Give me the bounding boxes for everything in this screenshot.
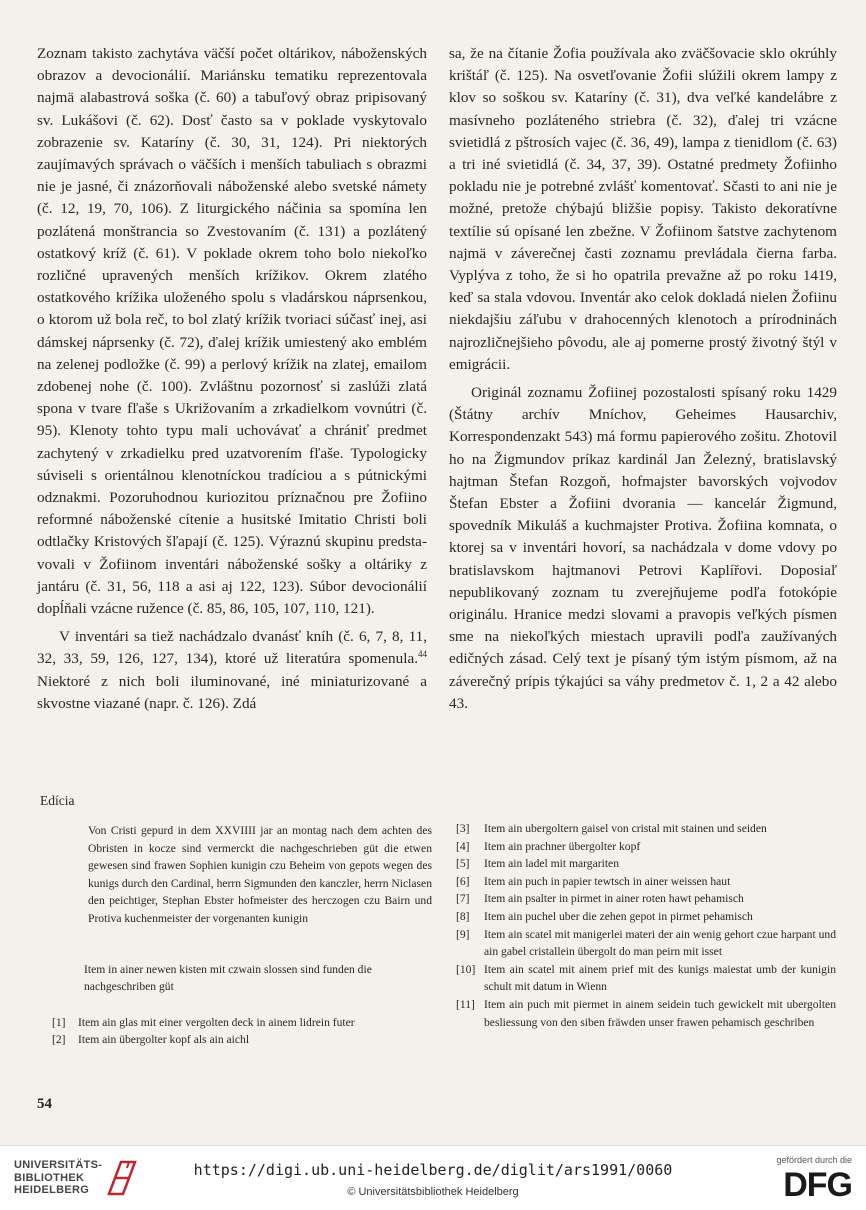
dfg-logo[interactable]: DFG: [783, 1166, 852, 1204]
entry-number: [8]: [456, 909, 470, 923]
footer-bar: [0, 1145, 866, 1210]
entry-number: [11]: [456, 997, 475, 1011]
inventory-entry: [40, 1014, 432, 1032]
inventory-entry: [456, 855, 836, 873]
edition-left-column: [40, 822, 432, 1049]
edition-right-column: [456, 820, 836, 1031]
entry-text: Item ain psalter in pirmet in ainer roten hawt pehamisch: [484, 892, 744, 906]
library-name-line: UNIVERSITÄTS-: [14, 1159, 103, 1172]
entry-text: Item ain prachner übergolter kopf: [484, 839, 641, 853]
entry-number: [3]: [456, 822, 470, 835]
inventory-entry: [456, 890, 836, 908]
paragraph: sa, že na čítanie Žofia používala ako zväčšovacie sklo okrúhly krištáľ (č. 125). Na osvetľovanie Žofii slúžili okrem lampy z klov so soškou sv. Kataríny (č. 31), dva veľké kandelábre z masívneho pozláteného striebra (č. 32), ďalej tri vzácne svietidlá z pštrosích vajec (č. 36, 49), lampa z tienidlom (č. 63) a tri iné svietidlá (č. 34, 37, 39). Ostatné predmety Žofiinho pokladu nie je potrebné zvlášť komentovať. Sčasti to ani nie je možné, pretože chýbajú bližšie popisy. Takisto dekoratívne textílie sú opísané len zbežne. V Žofiinom šatstve zachytenom najmä v záverečnej časti zoznamu prevládala čierna farba. Vyplýva z toho, že si ho opatrila prevažne až po roku 1419, keď sa stala vdovou. Inventár ako celok dokladá nielen Žofiinu niekdajšiu záľubu v drahocenných klenotoch a prírodninách najrozličnejšieho pôvodu, ale aj pomerne prostý životný štýl v emigrácii.: [449, 45, 837, 373]
entry-text: Item ain glas mit einer vergolten deck in ainem lidrein futer: [78, 1015, 355, 1029]
paragraph: Zoznam takisto zachytáva väčší počet oltárikov, náboženských obrazov a devocionálií. Mariánsku tematiku reprezentovala najmä alabastrová soška (č. 60) a tabuľový obraz pripisovaný sv. Lukášovi (č. 62). Dosť často sa v poklade vyskytovalo zobrazenie sv. Kataríny (č. 30, 31, 124). Pri niektorých zaujímavých správach o väčších i menších tabuliach s obrazmi nie je jasné, či znázorňovali náboženské alebo svetské námety (č. 12, 19, 70, 106). Z liturgického náčinia sa spomína len pozlátená monštrancia so Zvestovaním (č. 131) a pozlátený ostatkový kríž (č. 61). V poklade okrem toho bolo niekoľko rozličné upravených menších krížikov. Okrem zlatého ostatkového krížika uloženého spolu s vladárskou náprsenkou, o ktorom už bola reč, to bol zlatý krížik tvoriaci súčasť inej, asi dámskej náprsenky (č. 72), ďalej krížik umiestený ako emblém na zelenej podložke (č. 99) a perlový krížik na zlatej, emailom zdobenej nohe (č. 100). Zvláštnu pozornosť si zaslúži zlatá spona v tvare fľaše s Ukrižovaním a zrkadielkom vovnútri (č. 95). Klenoty tohto typu mali uchovávať a chrániť predmet zachytený v zrkadielku pred uzatvorením fľaše. Typologicky súviseli s orientálnou klenotníckou tradíciou a s pútnickými odznakmi. Pozoruhodnou kuriozitou príznačnou pre Žofiino reformné náboženské cítenie a husitské Imitatio Christi boli odtlačky Kristových šľapají (č. 125). Výraznú skupinu predstavovali v Žofiinom inventári náboženské sošky a oltáriky z jantáru (č. 31, 56, 118 a asi aj 122, 123). Súbor devocionálií dopĺňali vzácne ružence (č. 85, 86, 105, 107, 110, 121).: [37, 45, 427, 618]
inventory-entry: [456, 820, 836, 838]
entry-text: Item ain puch mit piermet in ainem seidein tuch gewickelt mit ubergolten besliessung von den siben fräwden unser frawen pehamisch geschriben: [484, 997, 836, 1029]
copyright-notice: © Universitätsbibliothek Heidelberg: [347, 1186, 519, 1198]
left-text-column: [37, 43, 427, 715]
permalink-url[interactable]: https://digi.ub.uni-heidelberg.de/diglit/ars1991/0060: [193, 1161, 673, 1179]
entry-number: [6]: [456, 874, 470, 888]
entry-text: Item ain puchel uber die zehen gepot in pirmet pehamisch: [484, 909, 753, 923]
entry-text: Item ain scatel mit manigerlei materi der ain wenig gehort czue harpant und ain gabel cristallein übergolt do man peirn mit isset: [484, 927, 836, 959]
page-number: 54: [37, 1096, 52, 1112]
paragraph-text: Niektoré z nich boli iluminované, iné miniaturizované a skvostne viazané (napr. č. 126). Zdá: [37, 672, 427, 712]
entry-number: [7]: [456, 892, 470, 906]
entry-number: [2]: [52, 1033, 66, 1047]
paragraph-text: V inventári sa tiež nachádzalo dvanásť kníh (č. 6, 7, 8, 11, 32, 33, 59, 126, 127, 134), ktoré už literatúra spomenula.: [37, 628, 427, 668]
entry-number: [1]: [52, 1015, 66, 1029]
inventory-entry: [456, 961, 836, 996]
entry-text: Item ain scatel mit ainem prief mit des kunigs maiestat umb der kunigin schult mit datum in Wienn: [484, 962, 836, 994]
inventory-entry: [456, 908, 836, 926]
inventory-entry: [456, 926, 836, 961]
library-name-line: BIBLIOTHEK: [14, 1171, 85, 1184]
section-label: Edícia: [40, 793, 75, 808]
entry-number: [5]: [456, 857, 470, 871]
inventory-entry: [456, 838, 836, 856]
library-name-line: HEIDELBERG: [14, 1184, 90, 1197]
entry-number: [4]: [456, 839, 470, 853]
edition-intro: Von Cristi gepurd in dem XXVIIII jar an montag nach dem achten des Obristen in kocze sind vermerckt die nachgeschrieben güt die etwen gewesen sind frawen Sophien kunigin czu Beheim von gepots wegen des kunigs durch den Cardinal, herrn Sigmunden den kanczler, herrn Niclasen den peichtiger, Stephan Ebster hofmeister des herczogen czu Bairn und Protiva kuchenmeister der vorgenanten kunigin: [88, 824, 432, 925]
funding-note: gefördert durch die: [776, 1155, 852, 1165]
entry-text: Item ain ladel mit margariten: [484, 857, 619, 871]
footnote-reference[interactable]: 44: [418, 649, 427, 660]
paragraph: [37, 626, 427, 715]
entry-number: [10]: [456, 962, 476, 976]
inventory-entry: [40, 1031, 432, 1049]
entry-text: Item ain übergolter kopf als ain aichl: [78, 1033, 250, 1047]
entry-text: Item ain ubergoltern gaisel von cristal mit stainen und seiden: [484, 822, 767, 835]
paragraph: Originál zoznamu Žofiinej pozostalosti spísaný roku 1429 (Štátny archív Mníchov, Geheimes Hausarchiv, Korrespondenzakt 543) má formu papierového zošitu. Zhotovil ho na Žigmundov príkaz kardinál Jan Železný, bratislavský hajtman Štefan Rozgoň, hofmajster bavorských vojvodov Štefan Ebster a Žofiini dvorania — kancelár Žigmund, spovedník Mikuláš a kuchmajster Protiva. Žofiina komnata, o ktorej sa v inventári hovorí, sa nachádzala v dome vdovy po bratislavskom hajtmanovi Petrovi Kaplířovi. Doposiaľ nepublikovaný zoznam tu zverejňujeme podľa fotokópie originálu. Hranice medzi slovami a pravopis veľkých písmen sme na niekoľkých miestach upravili podľa zaužívaných edičných zásad. Celý text je písaný tým istým písmom, až na záverečný prípis týkajúci sa váhy predmetov č. 1, 2 a 42 alebo 43.: [449, 384, 837, 712]
edition-heading: Item in ainer newen kisten mit czwain slossen sind funden die nachgeschriben güt: [84, 962, 372, 994]
right-text-column: [449, 43, 837, 715]
inventory-entry: [456, 873, 836, 891]
entry-text: Item ain puch in papier tewtsch in ainer weissen haut: [484, 874, 731, 888]
inventory-entry: [456, 996, 836, 1031]
entry-number: [9]: [456, 927, 470, 941]
